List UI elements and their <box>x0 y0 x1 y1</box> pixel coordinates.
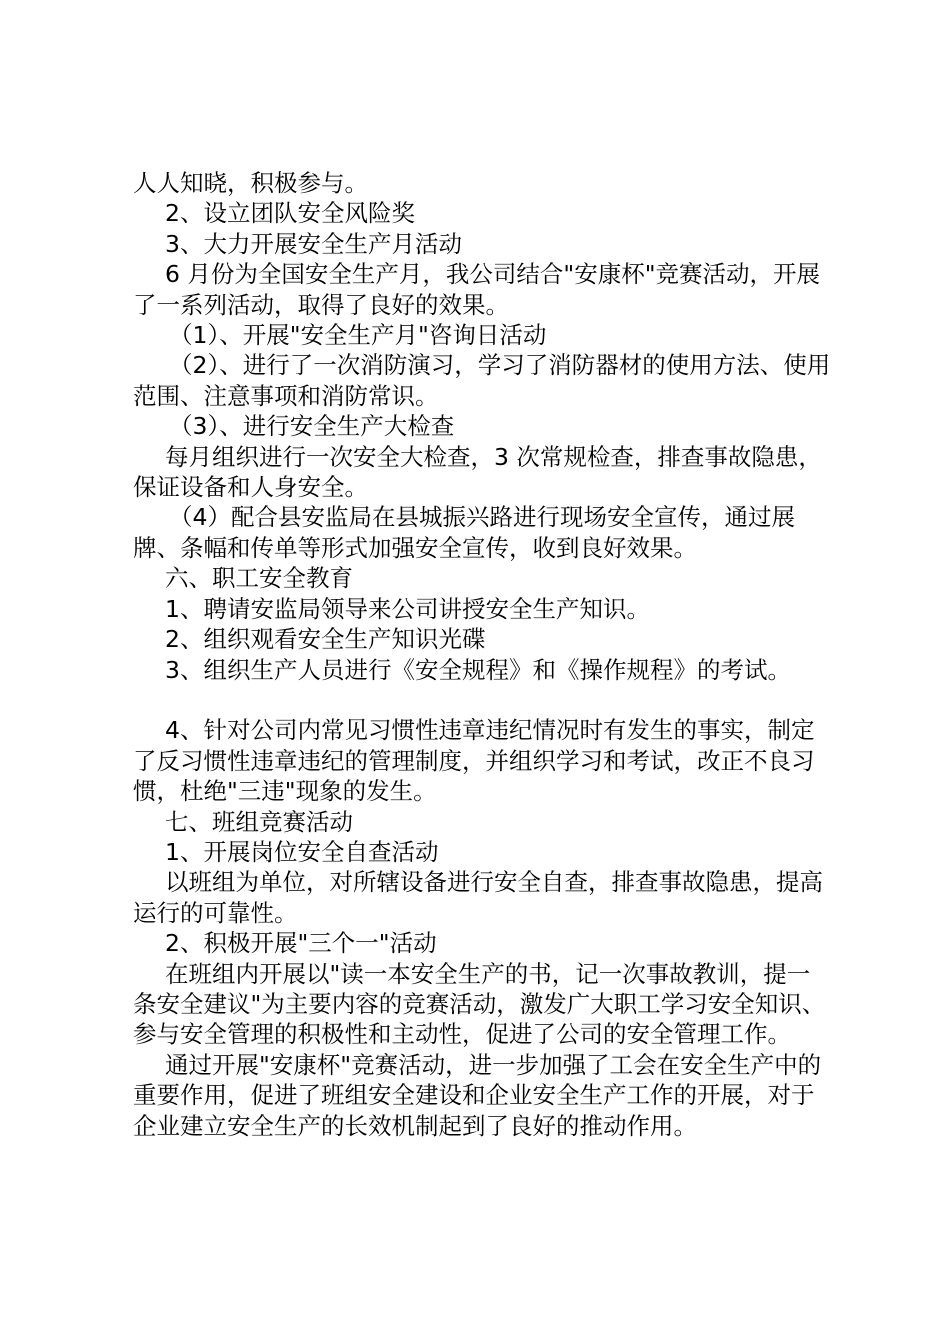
section-heading-6: 六、职工安全教育 <box>165 564 353 593</box>
section-heading-7: 七、班组竞赛活动 <box>165 807 353 836</box>
paragraph-text: 在班组内开展以"读一本安全生产的书，记一次事故教训，提一条安全建议"为主要内容的竞赛活动，激发广大职工学习安全知识、参与安全管理的积极性和主动性，促进了公司的安全管理工作。 <box>133 959 826 1049</box>
paragraph-text: 以班组为单位，对所辖设备进行安全自查，排查事故隐患，提高运行的可靠性。 <box>133 868 823 927</box>
list-item-3: 3、大力开展安全生产月活动 <box>165 229 462 258</box>
sub-item-3: （3）、进行安全生产大检查 <box>169 412 455 441</box>
sub-item-2: （2）、进行了一次消防演习，学习了消防器材的使用方法、使用范围、注意事项和消防常识。 <box>133 351 831 410</box>
sub-item-1: （1）、开展"安全生产月"咨询日活动 <box>169 321 547 350</box>
paragraph-text: 人人知晓，积极参与。 <box>133 169 368 197</box>
document-body <box>133 168 833 1141</box>
list-item-4: 4、针对公司内常见习惯性违章违纪情况时有发生的事实，制定了反习惯性违章违纪的管理制度，并组织学习和考试，改正不良习惯，杜绝"三违"现象的发生。 <box>133 716 815 806</box>
paragraph-text: 6 月份为全国安全生产月，我公司结合"安康杯"竞赛活动，开展了一系列活动，取得了良好的效果。 <box>133 260 821 319</box>
paragraph-text: 每月组织进行一次安全大检查，3 次常规检查，排查事故隐患，保证设备和人身安全。 <box>133 442 822 502</box>
list-item-2: 2、设立团队安全风险奖 <box>165 199 415 228</box>
conclusion-paragraph: 通过开展"安康杯"竞赛活动，进一步加强了工会在安全生产中的重要作用，促进了班组安全建设和企业安全生产工作的开展，对于企业建立安全生产的长效机制起到了良好的推动作用。 <box>133 1050 822 1140</box>
list-item-3: 3、组织生产人员进行《安全规程》和《操作规程》的考试。 <box>165 655 791 684</box>
list-item-2: 2、组织观看安全生产知识光碟 <box>165 625 486 654</box>
list-item-2: 2、积极开展"三个一"活动 <box>165 929 437 958</box>
sub-item-4: （4）配合县安监局在县城振兴路进行现场安全宣传，通过展牌、条幅和传单等形式加强安全宣传，收到良好效果。 <box>133 503 795 562</box>
list-item-1: 1、开展岗位安全自查活动 <box>165 837 439 866</box>
list-item-1: 1、聘请安监局领导来公司讲授安全生产知识。 <box>165 594 650 623</box>
blank-line <box>133 685 833 715</box>
